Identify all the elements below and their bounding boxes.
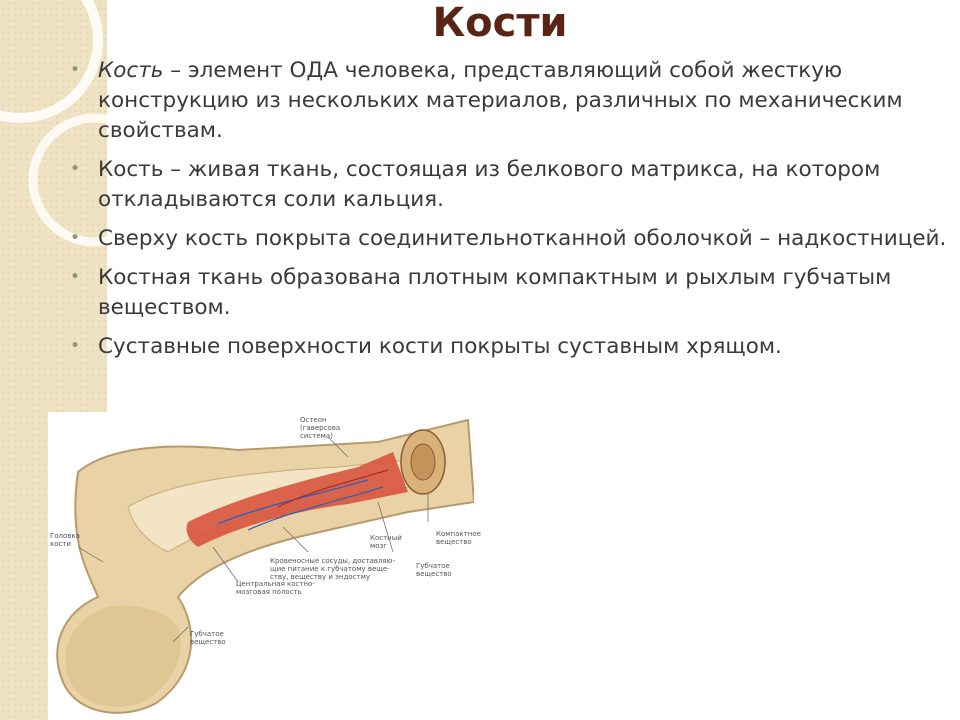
bullet-text: Сверху кость покрыта соединительнотканной оболочкой – надкостницей. <box>98 226 947 251</box>
bullet-text: Костная ткань образована плотным компактным и рыхлым губчатым веществом. <box>98 265 892 320</box>
bullet-item <box>68 155 948 215</box>
bone-illustration <box>48 412 481 720</box>
label-bone-marrow: Костный мозг <box>370 534 402 550</box>
slide-title: Кости <box>432 0 568 46</box>
label-bone-head: Головка кости <box>50 532 80 548</box>
label-osteon: Остеон (гаверсова система) <box>300 416 341 440</box>
bullet-text: – элемент ОДА человека, представляющий собой жесткую конструкцию из нескольких материалов, различных по механическим свойствам. <box>98 58 903 143</box>
label-blood-vessels: Кровеносные сосуды, доставляю- щие питание к губчатому веще- ству, веществу и эндостму <box>270 557 395 581</box>
bullet-term: Кость <box>98 58 164 83</box>
label-spongy-substance-bottom: Губчатое вещество <box>190 630 226 646</box>
bullet-item <box>68 224 948 254</box>
bullet-icon: • <box>70 60 81 80</box>
label-central-cavity: Центральная костно- мозговая полость <box>236 580 315 596</box>
bullet-item <box>68 332 948 362</box>
bullet-item <box>68 263 948 323</box>
femur-cross-section-drawing <box>48 412 474 720</box>
label-compact-substance: Компактное вещество <box>436 530 481 546</box>
bullet-icon: • <box>70 159 81 179</box>
bullet-icon: • <box>70 336 81 356</box>
bullet-text: Суставные поверхности кости покрыты суставным хрящом. <box>98 334 782 359</box>
bullet-icon: • <box>70 228 81 248</box>
osteon-core <box>411 444 435 480</box>
bullet-item <box>68 56 948 146</box>
bullet-text: Кость – живая ткань, состоящая из белкового матрикса, на котором откладываются соли кальция. <box>98 157 881 212</box>
bullet-icon: • <box>70 267 81 287</box>
label-spongy-substance-right: Губчатое вещество <box>416 562 452 578</box>
bullet-list <box>68 56 948 371</box>
